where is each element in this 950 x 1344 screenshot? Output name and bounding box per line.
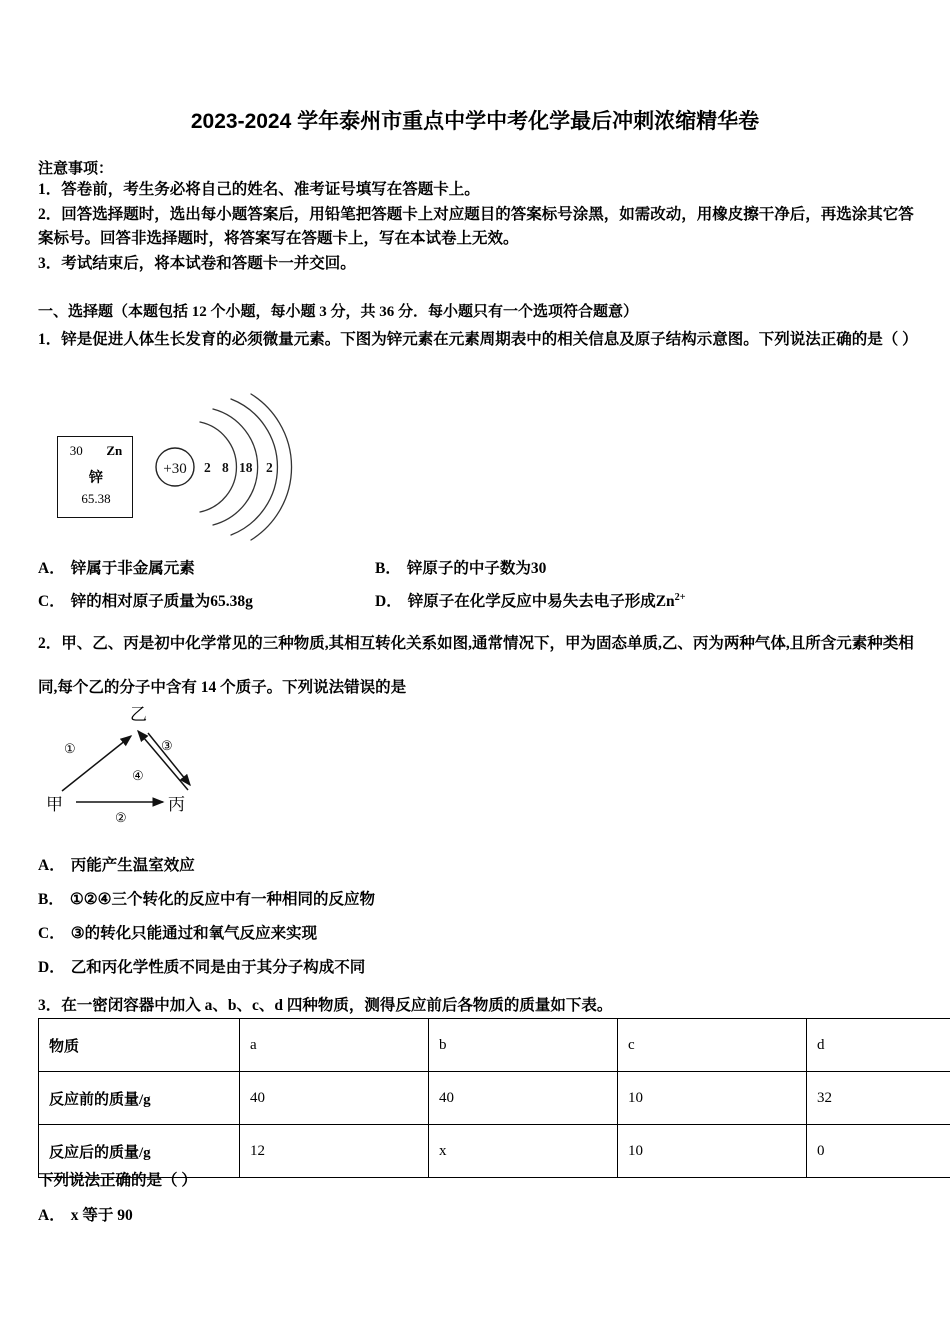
page-title: 2023-2024 学年泰州市重点中学中考化学最后冲刺浓缩精华卷 <box>190 110 760 133</box>
arrow-mark-3: ③ <box>161 738 173 753</box>
table-cell: 40 <box>429 1072 618 1125</box>
table-row <box>39 1019 950 1072</box>
notice-item-1: 1．答卷前，考生务必将自己的姓名、准考证号填写在答题卡上。 <box>38 181 480 198</box>
arrow-mark-4: ④ <box>132 768 144 783</box>
option-text: 锌原子的中子数为30 <box>406 560 547 577</box>
option-superscript: 2+ <box>674 591 686 603</box>
table-cell: 0 <box>807 1125 950 1178</box>
question-3-prompt: 下列说法正确的是（ ） <box>38 1172 197 1189</box>
element-chinese-name: 锌 <box>89 471 103 486</box>
element-card-top-row <box>58 443 134 459</box>
option-label: C． <box>38 925 65 942</box>
notice-item-2: 2．回答选择题时，选出每小题答案后，用铅笔把答题卡上对应题目的答案标号涂黑，如需改动，用橡皮擦干净后，再选涂其它答案标号。回答非选择题时，将答案写在答题卡上，写在本试卷上无效。 <box>38 206 914 247</box>
table-cell: 10 <box>618 1125 807 1178</box>
element-symbol: Zn <box>106 443 123 458</box>
question-1-option-b[interactable] <box>375 556 546 578</box>
table-cell: c <box>618 1019 807 1072</box>
question-2-stem: 2．甲、乙、丙是初中化学常见的三种物质,其相互转化关系如图,通常情况下，甲为固态单质,乙、丙为两种气体,且所含元素种类相同,每个乙的分子中含有 14 个质子。下列说法错误的是 <box>38 635 914 696</box>
table-cell: b <box>429 1019 618 1072</box>
notice-item-3: 3．考试结束后，将本试卷和答题卡一并交回。 <box>38 255 356 272</box>
section-heading: 一、选择题（本题包括 12 个小题，每小题 3 分，共 36 分．每小题只有一个选项符合题意） <box>38 304 639 320</box>
option-text: ③的转化只能通过和氧气反应来实现 <box>70 925 318 942</box>
question-2-option-b[interactable] <box>38 887 375 909</box>
question-2-option-c[interactable] <box>38 921 317 943</box>
shell-electron-count-1: 2 <box>204 460 211 475</box>
option-text: 丙能产生温室效应 <box>70 857 195 874</box>
option-label: D． <box>38 959 65 976</box>
shell-electron-count-4: 2 <box>266 460 273 475</box>
table-cell: 40 <box>240 1072 429 1125</box>
question-3-stem: 3．在一密闭容器中加入 a、b、c、d 四种物质，测得反应前后各物质的质量如下表。 <box>38 997 613 1014</box>
notice-heading: 注意事项： <box>38 161 114 177</box>
table-row-header: 反应后的质量/g <box>39 1125 240 1178</box>
option-label: D． <box>375 593 402 610</box>
question-3-data-table <box>38 1018 950 1178</box>
conversion-diagram-svg <box>38 698 268 828</box>
shell-electron-count-2: 8 <box>222 460 229 475</box>
table-row-header: 反应前的质量/g <box>39 1072 240 1125</box>
option-label: A． <box>38 857 65 874</box>
option-label: C． <box>38 593 65 610</box>
element-atomic-mass: 65.38 <box>81 491 111 506</box>
arrow-mark-1: ① <box>64 741 76 756</box>
option-label: B． <box>375 560 401 577</box>
shell-electron-count-3: 18 <box>239 460 253 475</box>
question-2-option-d[interactable] <box>38 955 365 977</box>
question-1-figure <box>38 392 358 542</box>
question-1-stem: 1．锌是促进人体生长发育的必须微量元素。下图为锌元素在元素周期表中的相关信息及原子结构示意图。下列说法正确的是（ ） <box>38 331 918 348</box>
atom-nucleus-charge-label: +30 <box>163 461 187 477</box>
question-1-option-a[interactable] <box>38 556 195 578</box>
node-label-jia: 甲 <box>46 795 63 814</box>
element-card <box>57 436 133 518</box>
option-text: 锌属于非金属元素 <box>70 560 195 577</box>
table-row-header: 物质 <box>39 1019 240 1072</box>
table-row <box>39 1072 950 1125</box>
question-2-figure <box>38 698 268 828</box>
table-cell: 12 <box>240 1125 429 1178</box>
node-label-bing: 丙 <box>168 795 185 814</box>
option-text: x 等于 90 <box>70 1207 133 1224</box>
table-cell: d <box>807 1019 950 1072</box>
node-label-yi: 乙 <box>130 705 147 724</box>
option-label: B． <box>38 891 64 908</box>
option-text: 锌原子在化学反应中易失去电子形成Zn <box>407 593 675 610</box>
question-3-option-a[interactable] <box>38 1203 133 1225</box>
question-1-option-d[interactable] <box>375 589 686 611</box>
option-label: A． <box>38 560 65 577</box>
table-cell: 10 <box>618 1072 807 1125</box>
table-cell: a <box>240 1019 429 1072</box>
option-label: A． <box>38 1207 65 1224</box>
option-text: 乙和丙化学性质不同是由于其分子构成不同 <box>70 959 366 976</box>
option-text: ①②④三个转化的反应中有一种相同的反应物 <box>69 891 376 908</box>
table-cell: x <box>429 1125 618 1178</box>
element-atomic-number: 30 <box>69 443 83 458</box>
arrow-mark-2: ② <box>115 810 127 825</box>
table-cell: 32 <box>807 1072 950 1125</box>
option-text: 锌的相对原子质量为65.38g <box>70 593 253 610</box>
question-2-option-a[interactable] <box>38 853 195 875</box>
question-1-option-c[interactable] <box>38 589 253 611</box>
